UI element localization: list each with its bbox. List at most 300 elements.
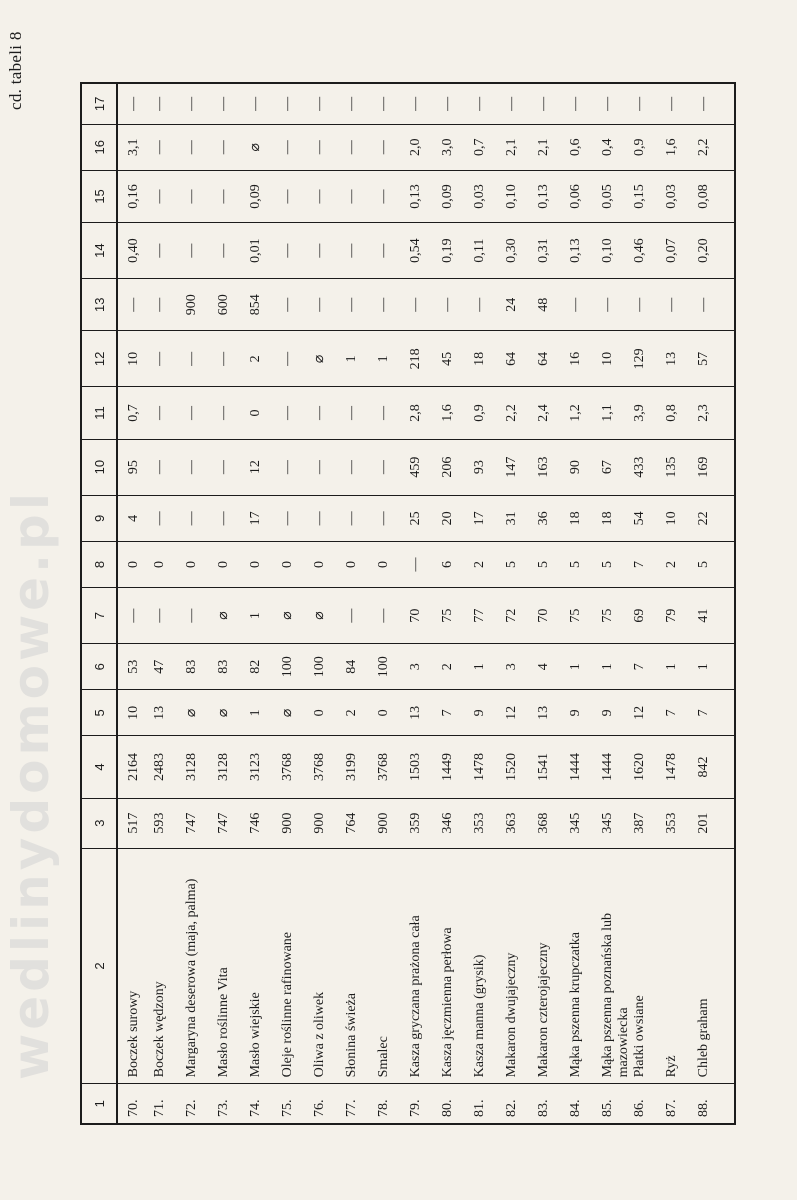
- row-number: 83.: [536, 1084, 568, 1124]
- value-cell: 0,6: [568, 124, 600, 170]
- value-cell: —: [184, 124, 216, 170]
- value-cell: —: [216, 331, 248, 387]
- value-cell: 3768: [312, 736, 344, 798]
- value-cell: —: [376, 83, 408, 124]
- value-cell: 83: [216, 644, 248, 690]
- value-cell: —: [376, 279, 408, 331]
- value-cell: —: [536, 83, 568, 124]
- value-cell: 0,31: [536, 223, 568, 279]
- nutrition-table: [80, 82, 736, 1125]
- column-header-6: 6: [81, 644, 117, 690]
- value-cell: 82: [248, 644, 280, 690]
- value-cell: 75: [440, 588, 472, 644]
- table-row: [600, 83, 632, 1124]
- value-cell: 2: [344, 690, 376, 736]
- value-cell: —: [280, 170, 312, 222]
- value-cell: 13: [664, 331, 696, 387]
- value-cell: 1620: [632, 736, 664, 798]
- product-name: Kasza gryczana prażona cała: [408, 848, 440, 1084]
- value-cell: 1: [376, 331, 408, 387]
- value-cell: 129: [632, 331, 664, 387]
- value-cell: 201: [696, 798, 735, 848]
- value-cell: 18: [600, 495, 632, 541]
- value-cell: 0: [117, 541, 152, 587]
- value-cell: 83: [184, 644, 216, 690]
- value-cell: —: [280, 83, 312, 124]
- value-cell: —: [216, 124, 248, 170]
- table-row: [408, 83, 440, 1124]
- value-cell: 1478: [472, 736, 504, 798]
- value-cell: —: [216, 170, 248, 222]
- value-cell: —: [280, 439, 312, 495]
- table-row: [344, 83, 376, 1124]
- row-number: 81.: [472, 1084, 504, 1124]
- value-cell: —: [184, 439, 216, 495]
- row-number: 73.: [216, 1084, 248, 1124]
- row-number: 75.: [280, 1084, 312, 1124]
- value-cell: 16: [568, 331, 600, 387]
- value-cell: 353: [664, 798, 696, 848]
- value-cell: 10: [117, 690, 152, 736]
- column-header-17: 17: [81, 83, 117, 124]
- value-cell: —: [344, 495, 376, 541]
- value-cell: —: [344, 223, 376, 279]
- value-cell: 5: [504, 541, 536, 587]
- value-cell: —: [344, 83, 376, 124]
- value-cell: 1,6: [440, 387, 472, 439]
- value-cell: 600: [216, 279, 248, 331]
- value-cell: —: [632, 83, 664, 124]
- value-cell: 368: [536, 798, 568, 848]
- value-cell: 0,9: [632, 124, 664, 170]
- value-cell: 20: [440, 495, 472, 541]
- column-header-10: 10: [81, 439, 117, 495]
- value-cell: —: [312, 495, 344, 541]
- value-cell: —: [216, 495, 248, 541]
- value-cell: 5: [536, 541, 568, 587]
- value-cell: 3,1: [117, 124, 152, 170]
- value-cell: 79: [664, 588, 696, 644]
- value-cell: —: [280, 223, 312, 279]
- value-cell: —: [376, 588, 408, 644]
- value-cell: 0,16: [117, 170, 152, 222]
- value-cell: 4: [117, 495, 152, 541]
- value-cell: 2164: [117, 736, 152, 798]
- value-cell: 100: [312, 644, 344, 690]
- row-number: 85.: [600, 1084, 632, 1124]
- value-cell: —: [440, 279, 472, 331]
- value-cell: —: [600, 279, 632, 331]
- value-cell: —: [312, 223, 344, 279]
- product-name: Kasza jęczmienna perłowa: [440, 848, 472, 1084]
- value-cell: 100: [376, 644, 408, 690]
- value-cell: 0,13: [568, 223, 600, 279]
- value-cell: 433: [632, 439, 664, 495]
- value-cell: —: [152, 124, 184, 170]
- row-number: 80.: [440, 1084, 472, 1124]
- value-cell: ⌀: [312, 331, 344, 387]
- value-cell: —: [117, 83, 152, 124]
- value-cell: 0,15: [632, 170, 664, 222]
- product-name: Makaron czterojajeczny: [536, 848, 568, 1084]
- value-cell: ⌀: [280, 588, 312, 644]
- value-cell: 1444: [600, 736, 632, 798]
- value-cell: 0: [312, 690, 344, 736]
- value-cell: 7: [440, 690, 472, 736]
- value-cell: 517: [117, 798, 152, 848]
- column-header-12: 12: [81, 331, 117, 387]
- value-cell: 1449: [440, 736, 472, 798]
- value-cell: 77: [472, 588, 504, 644]
- product-name: Chleb graham: [696, 848, 735, 1084]
- column-header-3: 3: [81, 798, 117, 848]
- value-cell: 67: [600, 439, 632, 495]
- value-cell: 854: [248, 279, 280, 331]
- value-cell: 1: [600, 644, 632, 690]
- value-cell: 0: [248, 387, 280, 439]
- value-cell: —: [248, 83, 280, 124]
- value-cell: 10: [600, 331, 632, 387]
- column-header-9: 9: [81, 495, 117, 541]
- value-cell: 747: [184, 798, 216, 848]
- table-row: [696, 83, 735, 1124]
- table-row: [376, 83, 408, 1124]
- value-cell: 0,13: [408, 170, 440, 222]
- value-cell: 5: [600, 541, 632, 587]
- product-name: Słonina świeża: [344, 848, 376, 1084]
- value-cell: 3,0: [440, 124, 472, 170]
- value-cell: 353: [472, 798, 504, 848]
- value-cell: —: [152, 331, 184, 387]
- column-header-15: 15: [81, 170, 117, 222]
- value-cell: 90: [568, 439, 600, 495]
- row-number: 77.: [344, 1084, 376, 1124]
- product-name: Margaryna deserowa (maja, palma): [184, 848, 216, 1084]
- value-cell: 2,2: [696, 124, 735, 170]
- value-cell: 84: [344, 644, 376, 690]
- value-cell: ⌀: [216, 588, 248, 644]
- value-cell: ⌀: [248, 124, 280, 170]
- product-name: Mąka pszenna poznańska lub mazowiecka: [600, 848, 632, 1084]
- value-cell: —: [152, 495, 184, 541]
- value-cell: —: [664, 279, 696, 331]
- value-cell: 169: [696, 439, 735, 495]
- column-header-14: 14: [81, 223, 117, 279]
- value-cell: 72: [504, 588, 536, 644]
- value-cell: 0: [376, 690, 408, 736]
- value-cell: —: [600, 83, 632, 124]
- value-cell: —: [344, 124, 376, 170]
- value-cell: 70: [408, 588, 440, 644]
- value-cell: 0: [280, 541, 312, 587]
- column-header-4: 4: [81, 736, 117, 798]
- value-cell: —: [344, 387, 376, 439]
- value-cell: —: [376, 439, 408, 495]
- column-header-1: 1: [81, 1084, 117, 1124]
- value-cell: —: [280, 331, 312, 387]
- value-cell: 0,46: [632, 223, 664, 279]
- value-cell: 1: [472, 644, 504, 690]
- value-cell: 0,7: [117, 387, 152, 439]
- value-cell: —: [184, 223, 216, 279]
- value-cell: —: [216, 387, 248, 439]
- value-cell: 13: [152, 690, 184, 736]
- value-cell: 41: [696, 588, 735, 644]
- product-name: Boczek wędzony: [152, 848, 184, 1084]
- value-cell: 0,03: [664, 170, 696, 222]
- value-cell: 359: [408, 798, 440, 848]
- value-cell: 1: [568, 644, 600, 690]
- value-cell: —: [376, 124, 408, 170]
- value-cell: 10: [664, 495, 696, 541]
- value-cell: 64: [536, 331, 568, 387]
- value-cell: 0,8: [664, 387, 696, 439]
- value-cell: 10: [117, 331, 152, 387]
- value-cell: 2: [472, 541, 504, 587]
- value-cell: —: [568, 279, 600, 331]
- value-cell: 1: [248, 588, 280, 644]
- value-cell: 0,11: [472, 223, 504, 279]
- value-cell: 5: [568, 541, 600, 587]
- value-cell: 48: [536, 279, 568, 331]
- value-cell: 1: [664, 644, 696, 690]
- value-cell: —: [408, 279, 440, 331]
- value-cell: 1541: [536, 736, 568, 798]
- table-row: [117, 83, 152, 1124]
- value-cell: —: [184, 495, 216, 541]
- product-name: Makaron dwujajeczny: [504, 848, 536, 1084]
- value-cell: —: [184, 331, 216, 387]
- value-cell: —: [376, 223, 408, 279]
- value-cell: 0: [344, 541, 376, 587]
- value-cell: 2,1: [536, 124, 568, 170]
- value-cell: 345: [600, 798, 632, 848]
- value-cell: 900: [184, 279, 216, 331]
- value-cell: 3768: [280, 736, 312, 798]
- table-row: [184, 83, 216, 1124]
- value-cell: —: [376, 495, 408, 541]
- table-row: [248, 83, 280, 1124]
- value-cell: 0: [248, 541, 280, 587]
- value-cell: 12: [504, 690, 536, 736]
- value-cell: 2,0: [408, 124, 440, 170]
- value-cell: —: [280, 124, 312, 170]
- column-header-7: 7: [81, 588, 117, 644]
- value-cell: —: [216, 83, 248, 124]
- value-cell: 64: [504, 331, 536, 387]
- row-number: 71.: [152, 1084, 184, 1124]
- value-cell: 3768: [376, 736, 408, 798]
- value-cell: —: [408, 83, 440, 124]
- value-cell: 900: [280, 798, 312, 848]
- value-cell: 0: [184, 541, 216, 587]
- value-cell: 387: [632, 798, 664, 848]
- table-row: [312, 83, 344, 1124]
- value-cell: —: [344, 588, 376, 644]
- table-row: [440, 83, 472, 1124]
- value-cell: 900: [376, 798, 408, 848]
- value-cell: 17: [248, 495, 280, 541]
- value-cell: 0,54: [408, 223, 440, 279]
- value-cell: 9: [472, 690, 504, 736]
- value-cell: 9: [568, 690, 600, 736]
- value-cell: ⌀: [280, 690, 312, 736]
- value-cell: 6: [440, 541, 472, 587]
- value-cell: 346: [440, 798, 472, 848]
- value-cell: 1478: [664, 736, 696, 798]
- row-number: 86.: [632, 1084, 664, 1124]
- value-cell: 1444: [568, 736, 600, 798]
- value-cell: 1,1: [600, 387, 632, 439]
- value-cell: 25: [408, 495, 440, 541]
- value-cell: 93: [472, 439, 504, 495]
- row-number: 76.: [312, 1084, 344, 1124]
- value-cell: 2483: [152, 736, 184, 798]
- value-cell: 1520: [504, 736, 536, 798]
- value-cell: —: [117, 588, 152, 644]
- row-number: 78.: [376, 1084, 408, 1124]
- table-row: [664, 83, 696, 1124]
- column-header-11: 11: [81, 387, 117, 439]
- value-cell: —: [152, 279, 184, 331]
- value-cell: —: [184, 83, 216, 124]
- value-cell: 7: [664, 690, 696, 736]
- value-cell: 5: [696, 541, 735, 587]
- value-cell: —: [280, 279, 312, 331]
- value-cell: 95: [117, 439, 152, 495]
- watermark: wedlinydomowe.pl: [2, 489, 60, 1080]
- value-cell: —: [152, 83, 184, 124]
- value-cell: —: [117, 279, 152, 331]
- product-name: Ryż: [664, 848, 696, 1084]
- table-caption: cd. tabeli 8: [6, 31, 25, 110]
- value-cell: 45: [440, 331, 472, 387]
- value-cell: 363: [504, 798, 536, 848]
- value-cell: 13: [536, 690, 568, 736]
- row-number: 84.: [568, 1084, 600, 1124]
- value-cell: 0,06: [568, 170, 600, 222]
- value-cell: —: [312, 83, 344, 124]
- value-cell: 70: [536, 588, 568, 644]
- value-cell: —: [312, 439, 344, 495]
- row-number: 79.: [408, 1084, 440, 1124]
- value-cell: 1: [248, 690, 280, 736]
- value-cell: —: [152, 170, 184, 222]
- value-cell: 7: [632, 644, 664, 690]
- value-cell: 31: [504, 495, 536, 541]
- value-cell: 0,03: [472, 170, 504, 222]
- value-cell: —: [504, 83, 536, 124]
- value-cell: 0,9: [472, 387, 504, 439]
- value-cell: 18: [472, 331, 504, 387]
- value-cell: 747: [216, 798, 248, 848]
- column-header-2: 2: [81, 848, 117, 1084]
- value-cell: —: [312, 124, 344, 170]
- value-cell: 3128: [184, 736, 216, 798]
- value-cell: 12: [248, 439, 280, 495]
- value-cell: 2,8: [408, 387, 440, 439]
- product-name: Masło roślinne Vita: [216, 848, 248, 1084]
- value-cell: 100: [280, 644, 312, 690]
- value-cell: 2,1: [504, 124, 536, 170]
- value-cell: —: [152, 588, 184, 644]
- value-cell: 0,09: [440, 170, 472, 222]
- value-cell: 206: [440, 439, 472, 495]
- value-cell: 1,2: [568, 387, 600, 439]
- value-cell: —: [376, 170, 408, 222]
- product-name: Płatki owsiane: [632, 848, 664, 1084]
- value-cell: 36: [536, 495, 568, 541]
- value-cell: —: [344, 279, 376, 331]
- value-cell: 0,40: [117, 223, 152, 279]
- value-cell: 218: [408, 331, 440, 387]
- value-cell: —: [376, 387, 408, 439]
- value-cell: 0,4: [600, 124, 632, 170]
- value-cell: 12: [632, 690, 664, 736]
- value-cell: 3: [408, 644, 440, 690]
- value-cell: 2,3: [696, 387, 735, 439]
- table-row: [536, 83, 568, 1124]
- value-cell: 0,08: [696, 170, 735, 222]
- value-cell: 75: [600, 588, 632, 644]
- row-number: 72.: [184, 1084, 216, 1124]
- value-cell: 54: [632, 495, 664, 541]
- value-cell: —: [664, 83, 696, 124]
- table-row: [632, 83, 664, 1124]
- value-cell: 2: [248, 331, 280, 387]
- row-number: 74.: [248, 1084, 280, 1124]
- table-body: [117, 83, 735, 1124]
- value-cell: 4: [536, 644, 568, 690]
- value-cell: 3,9: [632, 387, 664, 439]
- value-cell: —: [312, 279, 344, 331]
- value-cell: —: [184, 387, 216, 439]
- product-name: Smalec: [376, 848, 408, 1084]
- product-name: Kasza manna (grysik): [472, 848, 504, 1084]
- value-cell: —: [344, 170, 376, 222]
- value-cell: 593: [152, 798, 184, 848]
- value-cell: —: [568, 83, 600, 124]
- value-cell: 0: [312, 541, 344, 587]
- value-cell: —: [696, 279, 735, 331]
- value-cell: 0,05: [600, 170, 632, 222]
- value-cell: 17: [472, 495, 504, 541]
- table-row: [472, 83, 504, 1124]
- value-cell: 47: [152, 644, 184, 690]
- value-cell: —: [472, 83, 504, 124]
- value-cell: 0,01: [248, 223, 280, 279]
- value-cell: 22: [696, 495, 735, 541]
- row-number: 82.: [504, 1084, 536, 1124]
- value-cell: 18: [568, 495, 600, 541]
- value-cell: 135: [664, 439, 696, 495]
- value-cell: 147: [504, 439, 536, 495]
- value-cell: 69: [632, 588, 664, 644]
- value-cell: 1,6: [664, 124, 696, 170]
- value-cell: 0,10: [504, 170, 536, 222]
- value-cell: —: [216, 439, 248, 495]
- value-cell: —: [280, 387, 312, 439]
- value-cell: 3123: [248, 736, 280, 798]
- table-row: [504, 83, 536, 1124]
- value-cell: 1: [344, 331, 376, 387]
- value-cell: —: [408, 541, 440, 587]
- product-name: Oliwa z oliwek: [312, 848, 344, 1084]
- value-cell: —: [632, 279, 664, 331]
- product-name: Masło wiejskie: [248, 848, 280, 1084]
- value-cell: 3: [504, 644, 536, 690]
- value-cell: —: [184, 588, 216, 644]
